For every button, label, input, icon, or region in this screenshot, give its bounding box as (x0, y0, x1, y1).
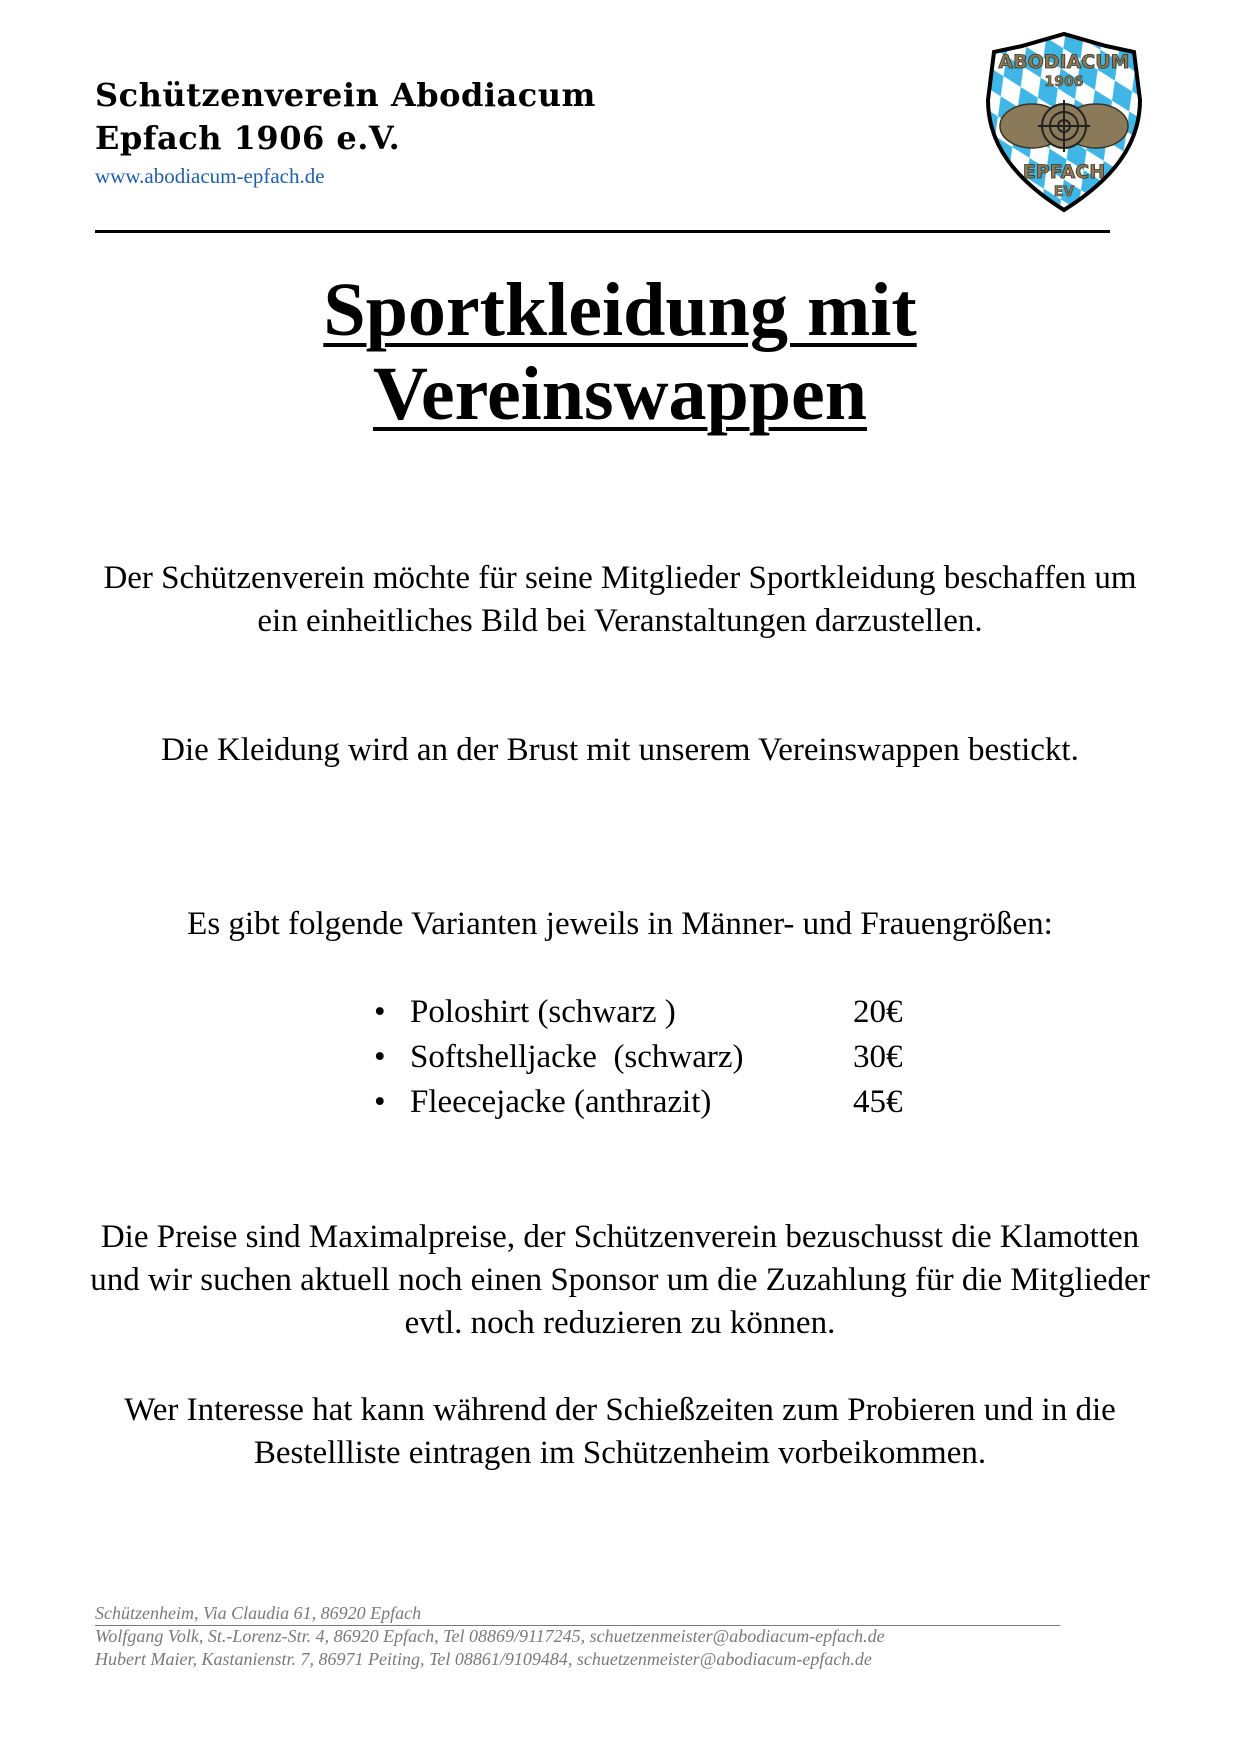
organization-name (95, 74, 596, 160)
bullet-icon: • (374, 994, 386, 1030)
list-item (370, 1080, 910, 1125)
header-divider (95, 230, 1110, 233)
svg-text:1906: 1906 (1044, 74, 1084, 90)
list-item (370, 1035, 910, 1080)
list-item (370, 990, 910, 1035)
item-price: 45€ (853, 1084, 903, 1120)
variant-list (370, 990, 910, 1125)
footer-line3: Hubert Maier, Kastanienstr. 7, 86971 Peiting, Tel 08861/9109484, schuetzenmeister@abodiacum-epfach.de (95, 1649, 872, 1669)
footer-line1: Schützenheim, Via Claudia 61, 86920 Epfach (95, 1603, 422, 1623)
title-line2: Vereinswappen (372, 352, 868, 436)
interest-note: Wer Interesse hat kann während der Schießzeiten zum Probieren und in die Bestellliste eintragen im Schützenheim vorbeikommen. (124, 1392, 1116, 1471)
svg-text:ABODIACUM: ABODIACUM (998, 51, 1130, 73)
variants-intro: Es gibt folgende Varianten jeweils in Männer- und Frauengrößen: (187, 906, 1053, 942)
footer-line2: Wolfgang Volk, St.-Lorenz-Str. 4, 86920 Epfach, Tel 08869/9117245, schuetzenmeister@abodiacum-epfach.de (95, 1626, 885, 1646)
footer-contact (95, 1602, 885, 1671)
prices-note: Die Preise sind Maximalpreise, der Schützenverein bezuschusst die Klamotten und wir suchen aktuell noch einen Sponsor um die Zuzahlung für die Mitglieder evtl. noch reduzieren zu können. (90, 1219, 1150, 1341)
embroidery-paragraph: Die Kleidung wird an der Brust mit unserem Vereinswappen bestickt. (161, 732, 1079, 768)
page-title (0, 268, 1240, 436)
title-line1: Sportkleidung mit (323, 268, 917, 352)
footer-divider (95, 1625, 1060, 1626)
svg-text:EPFACH: EPFACH (1022, 161, 1106, 183)
organization-name-line2: Epfach 1906 e.V. (95, 119, 401, 157)
item-label: Poloshirt (schwarz ) (410, 994, 676, 1030)
item-label: Softshelljacke (schwarz) (410, 1039, 744, 1075)
bullet-icon: • (374, 1039, 386, 1075)
club-crest-logo (982, 30, 1147, 215)
intro-paragraph: Der Schützenverein möchte für seine Mitglieder Sportkleidung beschaffen um ein einheitliches Bild bei Veranstaltungen darzustellen. (103, 560, 1137, 639)
item-price: 20€ (853, 994, 903, 1030)
bullet-icon: • (374, 1084, 386, 1120)
svg-text:EV: EV (1053, 184, 1075, 200)
item-price: 30€ (853, 1039, 903, 1075)
item-label: Fleecejacke (anthrazit) (410, 1084, 712, 1120)
website-link[interactable]: www.abodiacum-epfach.de (95, 164, 325, 188)
organization-name-line1: Schützenverein Abodiacum (95, 76, 596, 114)
